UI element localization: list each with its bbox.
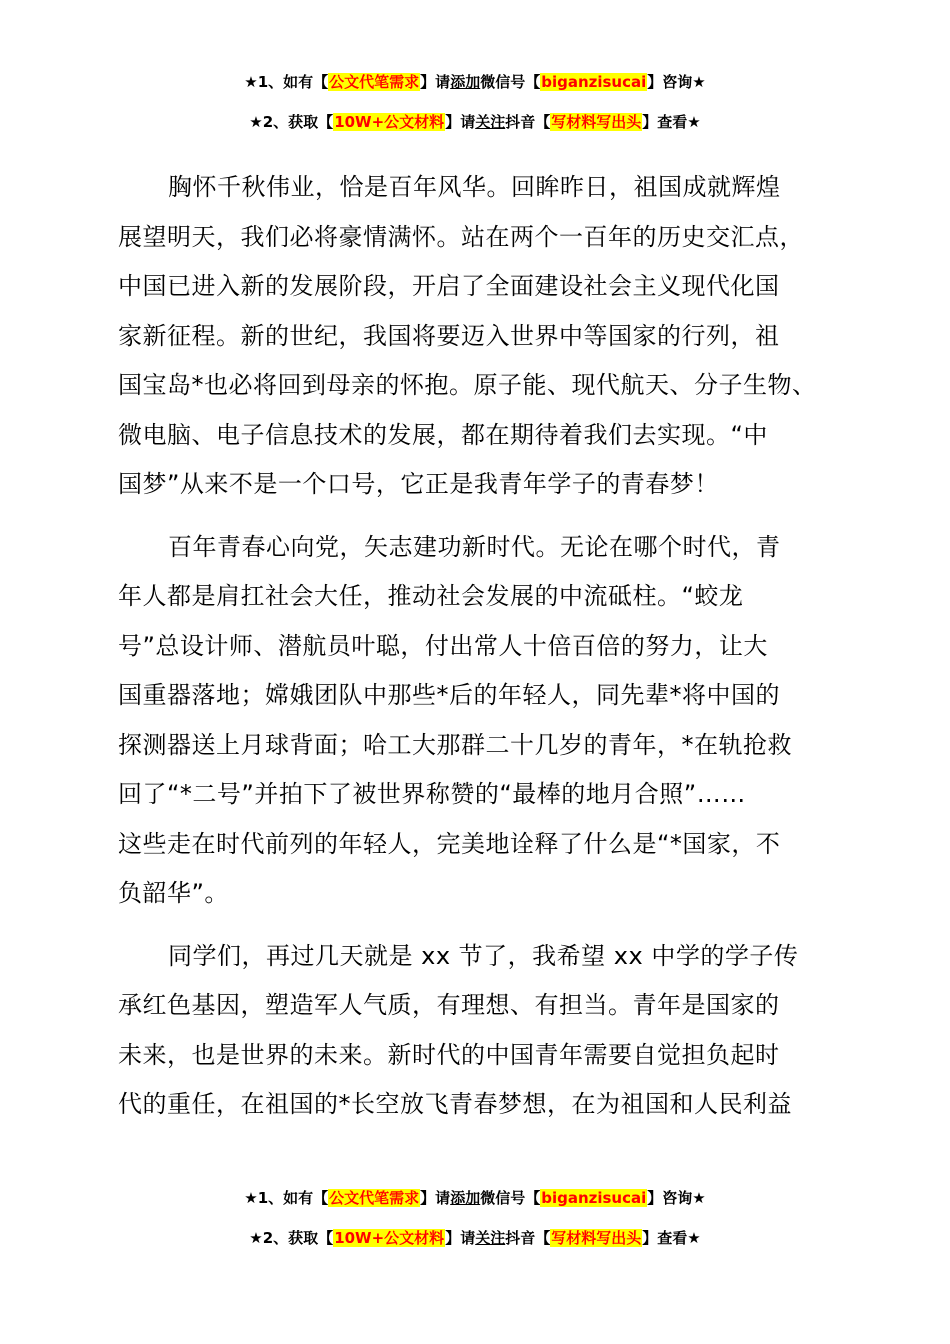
banner-text: ★2、获取【 xyxy=(249,1229,334,1247)
banner-text: 】查看★ xyxy=(642,1229,701,1247)
text-line: 承红色基因，塑造军人气质，有理想、有担当。青年是国家的 xyxy=(118,991,780,1019)
paragraph xyxy=(118,523,838,919)
text-line: 同学们，再过几天就是 xx 节了，我希望 xx 中学的学子传 xyxy=(168,941,799,970)
text-line: 中国已进入新的发展阶段，开启了全面建设社会主义现代化国 xyxy=(118,272,780,300)
banner-line-1 xyxy=(0,1178,950,1218)
paragraph xyxy=(118,163,838,510)
banner-line-2 xyxy=(0,102,950,142)
banner-text: 抖音【 xyxy=(505,113,551,131)
banner-highlight: 10W+公文材料 xyxy=(334,113,445,131)
text-line: 百年青春心向党，矢志建功新时代。无论在哪个时代，青 xyxy=(168,532,781,561)
banner-underline-text: 添加 xyxy=(450,73,481,91)
banner-text: 微信号【 xyxy=(480,73,541,91)
banner-text: 微信号【 xyxy=(480,1189,541,1207)
text-line: 胸怀千秋伟业，恰是百年风华。回眸昨日，祖国成就辉煌 xyxy=(168,173,781,201)
banner-text: 】请 xyxy=(420,73,451,91)
banner-line-2 xyxy=(0,1218,950,1258)
document-body xyxy=(118,163,838,1143)
text-line: 国重器落地；嫦娥团队中那些*后的年轻人，同先辈*将中国的 xyxy=(118,681,780,709)
banner-text: ★1、如有【 xyxy=(244,73,329,91)
text-line: 展望明天，我们必将豪情满怀。站在两个一百年的历史交汇点， xyxy=(118,222,804,251)
banner-highlight: 写材料写出头 xyxy=(551,113,642,131)
text-line: 回了“*二号”并拍下了被世界称赞的“最棒的地月合照”…… xyxy=(118,780,746,808)
banner-highlight: biganzisucai xyxy=(541,1189,647,1207)
banner-text: 抖音【 xyxy=(505,1229,551,1247)
banner-highlight: 公文代笔需求 xyxy=(329,73,420,91)
banner-text: ★2、获取【 xyxy=(249,113,334,131)
banner-line-1 xyxy=(0,62,950,102)
banner-highlight: biganzisucai xyxy=(541,73,647,91)
banner-text: 】请 xyxy=(445,1229,476,1247)
banner-underline-text: 关注 xyxy=(475,113,506,131)
banner-underline-text: 关注 xyxy=(475,1229,506,1247)
banner-text: 】查看★ xyxy=(642,113,701,131)
text-line: 国梦”从来不是一个口号，它正是我青年学子的青春梦！ xyxy=(118,470,719,498)
text-line: 代的重任，在祖国的*长空放飞青春梦想，在为祖国和人民利益 xyxy=(118,1090,792,1118)
banner-text: ★1、如有【 xyxy=(244,1189,329,1207)
paragraph xyxy=(118,932,838,1130)
header-banner xyxy=(0,62,950,142)
text-line: 微电脑、电子信息技术的发展，都在期待着我们去实现。“中 xyxy=(118,420,768,449)
banner-highlight: 10W+公文材料 xyxy=(334,1229,445,1247)
banner-highlight: 公文代笔需求 xyxy=(329,1189,420,1207)
banner-highlight: 写材料写出头 xyxy=(551,1229,642,1247)
text-line: 年人都是肩扛社会大任，推动社会发展的中流砥柱。“蛟龙 xyxy=(118,582,744,610)
banner-text: 】咨询★ xyxy=(647,73,706,91)
text-line: 国宝岛*也必将回到母亲的怀抱。原子能、现代航天、分子生物、 xyxy=(118,371,817,399)
footer-banner xyxy=(0,1178,950,1258)
text-line: 负韶华”。 xyxy=(118,879,229,907)
banner-text: 】请 xyxy=(445,113,476,131)
text-line: 号”总设计师、潜航员叶聪，付出常人十倍百倍的努力，让大 xyxy=(118,631,768,660)
banner-underline-text: 添加 xyxy=(450,1189,481,1207)
banner-text: 】咨询★ xyxy=(647,1189,706,1207)
text-line: 未来，也是世界的未来。新时代的中国青年需要自觉担负起时 xyxy=(118,1040,780,1069)
text-line: 这些走在时代前列的年轻人，完美地诠释了什么是“*国家，不 xyxy=(118,829,781,858)
text-line: 探测器送上月球背面；哈工大那群二十几岁的青年，*在轨抢救 xyxy=(118,730,792,759)
banner-text: 】请 xyxy=(420,1189,451,1207)
text-line: 家新征程。新的世纪，我国将要迈入世界中等国家的行列，祖 xyxy=(118,321,780,350)
